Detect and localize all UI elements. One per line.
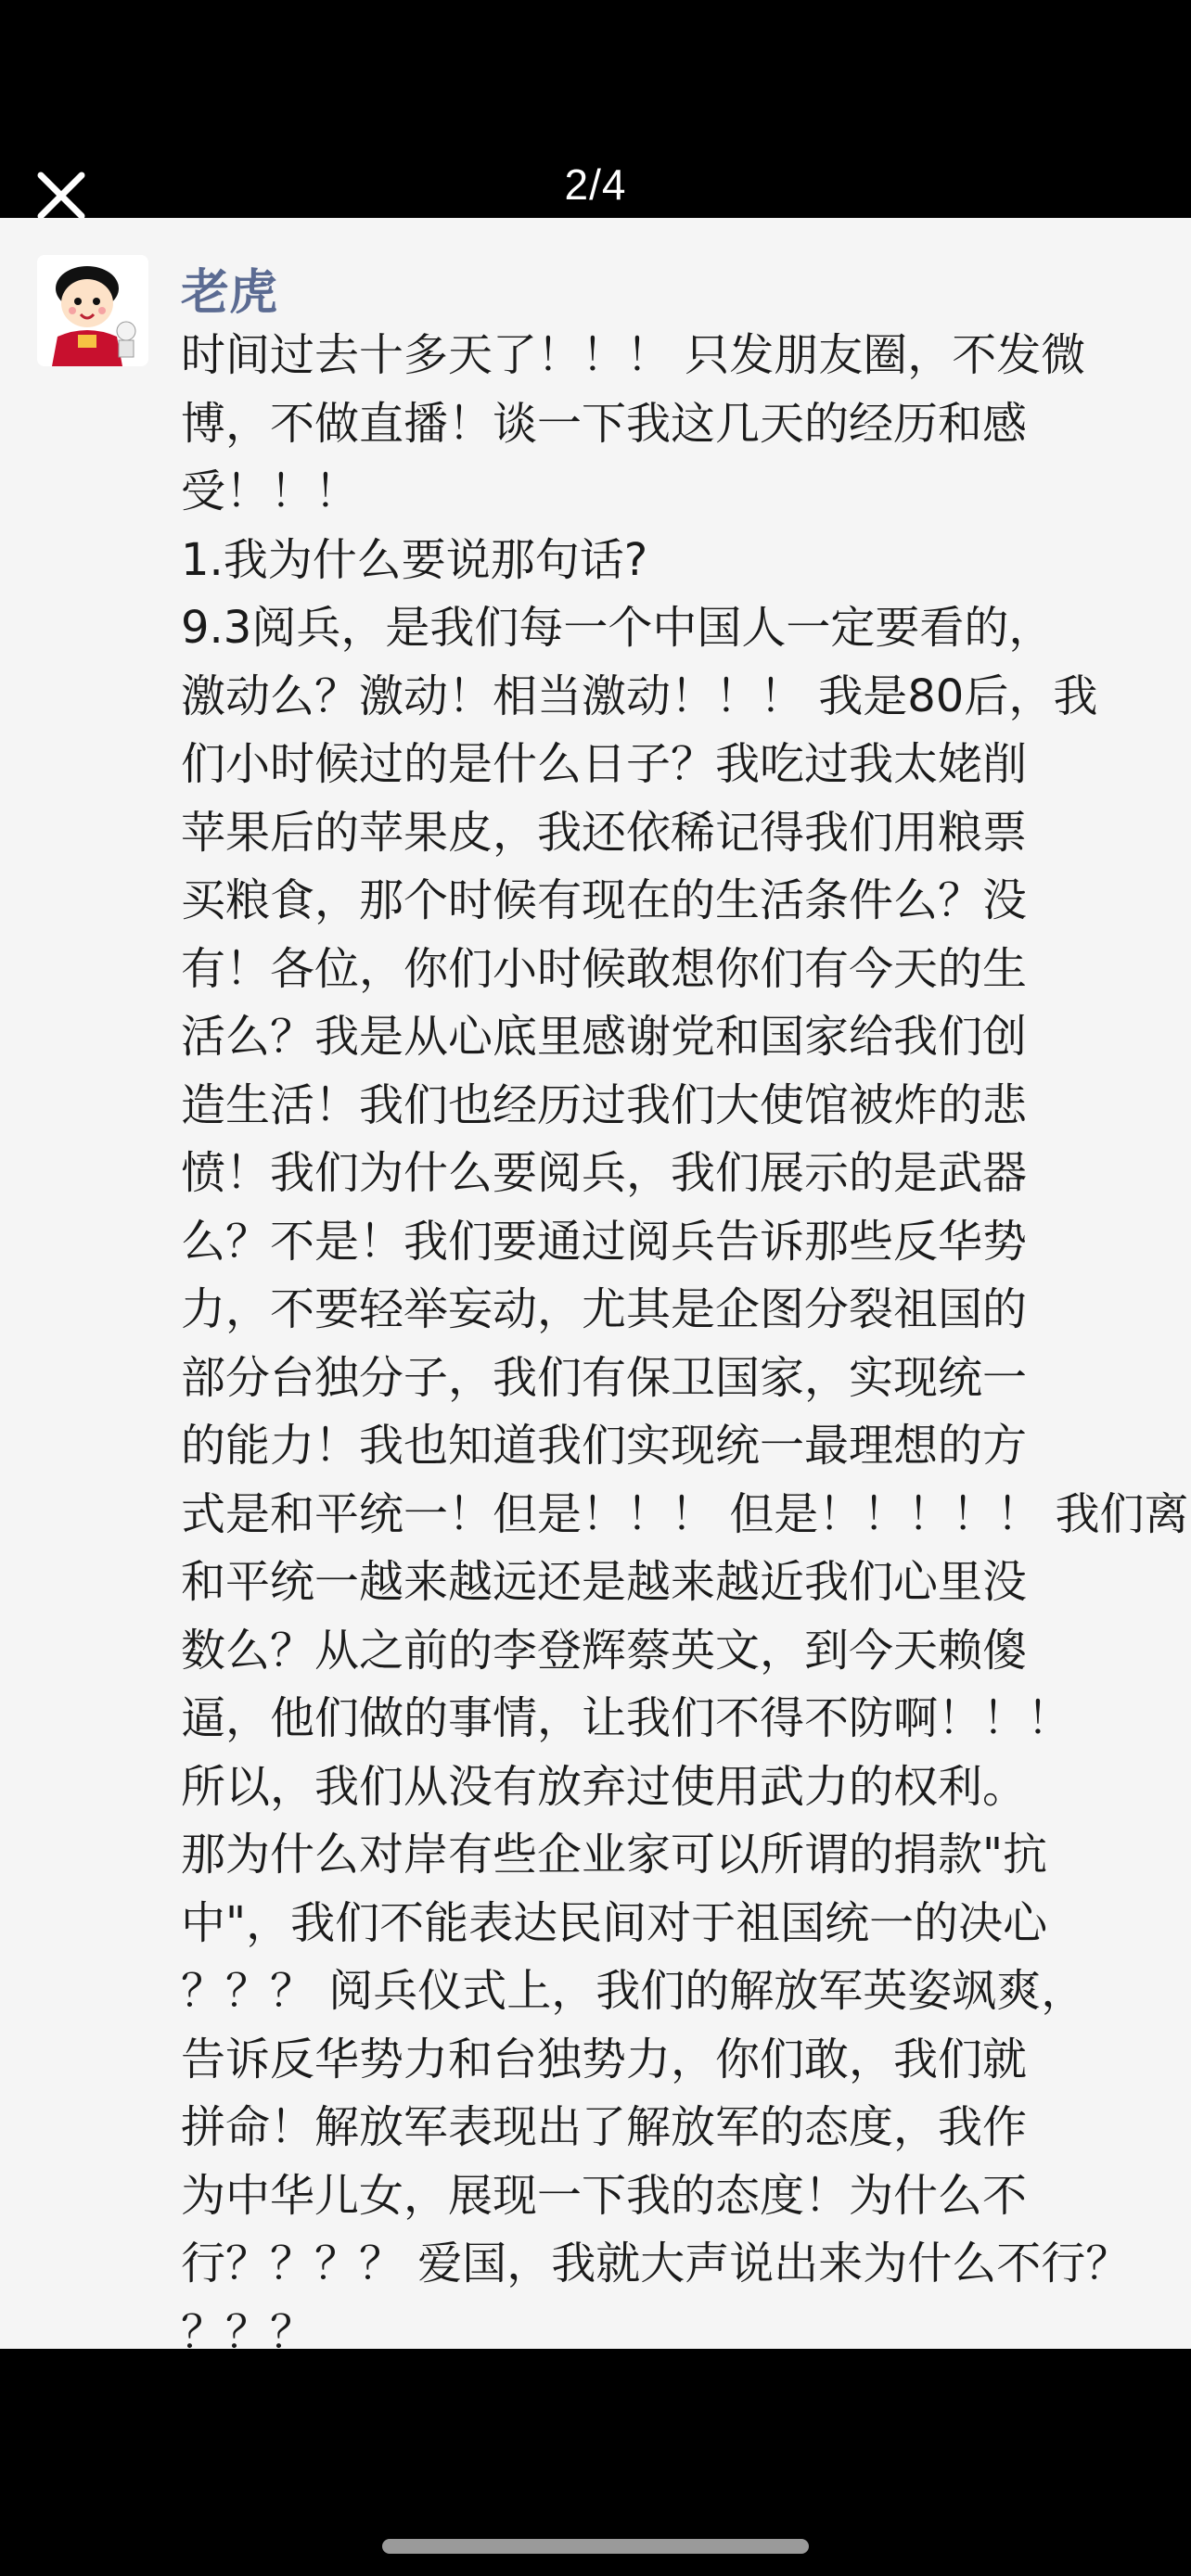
post-line: 告诉反华势力和台独势力，你们敢，我们就 <box>181 2033 1028 2085</box>
post-line: 时间过去十多天了！！！ 只发朋友圈，不发微 <box>181 329 1086 381</box>
post-line: 激动么？激动！相当激动！！！ 我是80后，我 <box>181 670 1098 722</box>
cartoon-avatar-icon <box>37 255 148 366</box>
post-line: 9.3阅兵，是我们每一个中国人一定要看的， <box>181 602 1054 654</box>
post-line: 造生活！我们也经历过我们大使馆被炸的悲 <box>181 1078 1028 1131</box>
post-line: 苹果后的苹果皮，我还依稀记得我们用粮票 <box>181 806 1028 859</box>
post-line: 1.我为什么要说那句话? <box>181 533 648 586</box>
post-line: 的能力！我也知道我们实现统一最理想的方 <box>181 1420 1028 1472</box>
post-line: 中"，我们不能表达民间对于祖国统一的决心 <box>181 1896 1048 1949</box>
author-name[interactable]: 老虎 <box>181 265 278 321</box>
post-line: 博，不做直播！谈一下我这几天的经历和感 <box>181 397 1028 450</box>
post-line: 式是和平统一！但是！！！ 但是！！！！！ 我们离 <box>181 1487 1189 1540</box>
post-line: 所以，我们从没有放弃过使用武力的权利。 <box>181 1760 1028 1813</box>
post-line: 为中华儿女，展现一下我的态度！为什么不 <box>181 2169 1028 2222</box>
post-line: 和平统一越来越远还是越来越近我们心里没 <box>181 1556 1028 1608</box>
post-line: 么？不是！我们要通过阅兵告诉那些反华势 <box>181 1215 1028 1268</box>
post-line: 部分台独分子，我们有保卫国家，实现统一 <box>181 1351 1028 1404</box>
post-line: 那为什么对岸有些企业家可以所谓的捐款"抗 <box>181 1829 1048 1881</box>
post-line: ？？？ <box>181 2305 315 2349</box>
post-line: 们小时候过的是什么日子？我吃过我太姥削 <box>181 738 1028 790</box>
post-line: 活么？我是从心底里感谢党和国家给我们创 <box>181 1011 1028 1063</box>
screenshot-content <box>0 218 1191 2349</box>
post-line: 力，不要轻举妄动，尤其是企图分裂祖国的 <box>181 1283 1028 1335</box>
viewer-top-bar <box>0 0 1191 218</box>
post-line: 愤！我们为什么要阅兵，我们展示的是武器 <box>181 1147 1028 1199</box>
post-line: ？？？ 阅兵仪式上，我们的解放军英姿飒爽， <box>181 1965 1086 2017</box>
post-line: 受！！！ <box>181 465 360 517</box>
post-text <box>181 322 1191 2349</box>
post-line: 买粮食，那个时候有现在的生活条件么？没 <box>181 874 1028 926</box>
post-line: 行？？？？ 爱国，我就大声说出来为什么不行？ <box>181 2238 1131 2289</box>
home-indicator[interactable] <box>382 2539 809 2554</box>
page-counter: 2/4 <box>564 160 627 209</box>
post-line: 逼，他们做的事情，让我们不得不防啊！！！ <box>181 1692 1072 1744</box>
avatar[interactable] <box>37 255 148 366</box>
post-line: 有！各位，你们小时候敢想你们有今天的生 <box>181 942 1028 995</box>
post-line: 拼命！解放军表现出了解放军的态度，我作 <box>181 2101 1028 2153</box>
post-line: 数么？从之前的李登辉蔡英文，到今天赖傻 <box>181 1624 1028 1677</box>
